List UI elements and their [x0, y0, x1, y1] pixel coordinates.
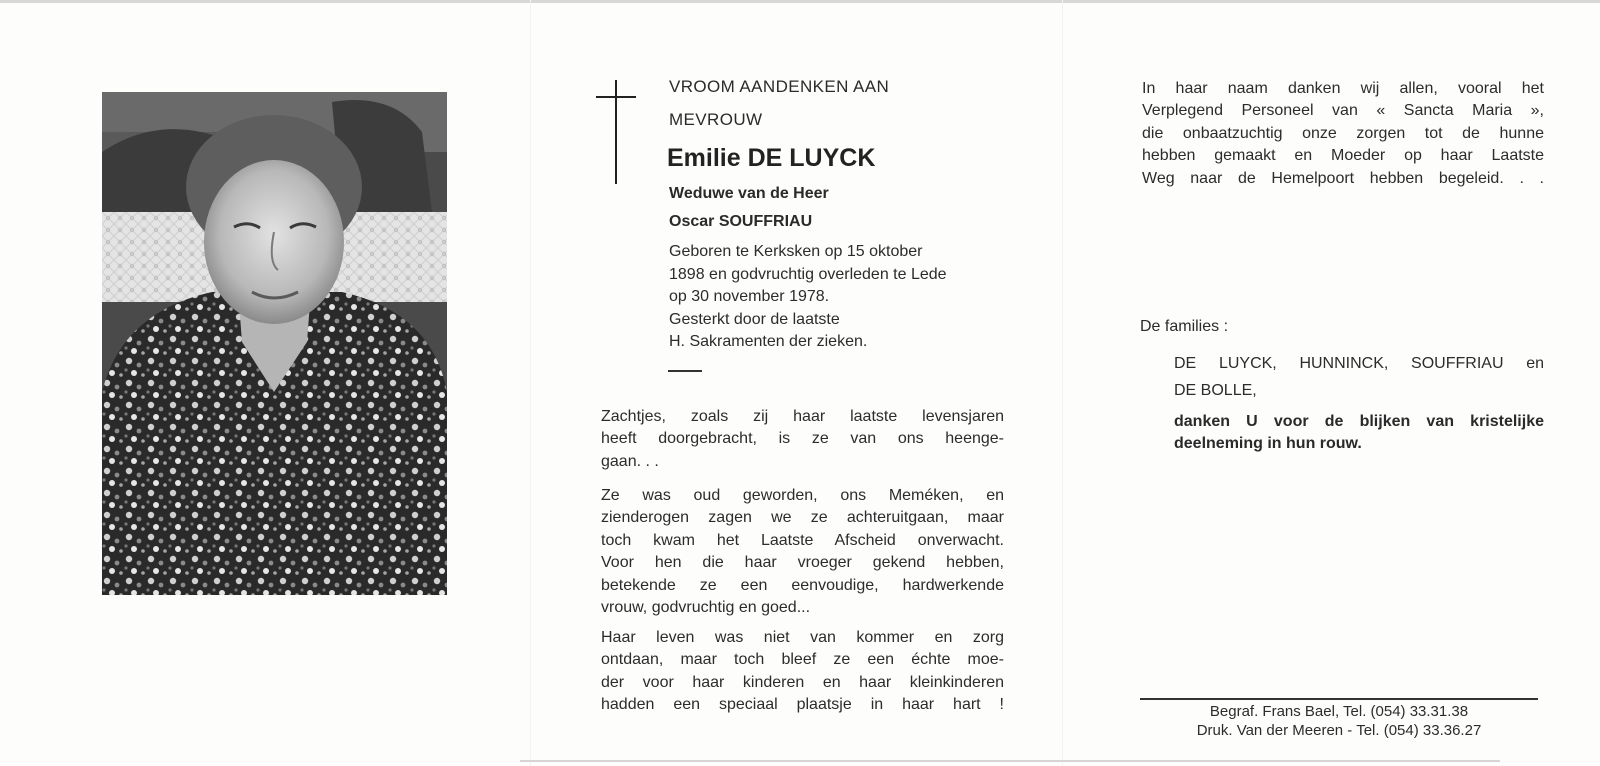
printer-credits — [1140, 702, 1538, 740]
birth-death-text — [669, 241, 1009, 354]
paragraph-line: heeft doorgebracht, is ze van ons heenge- — [601, 430, 1004, 448]
bottom-edge — [520, 760, 1500, 762]
closing-line: deelneming in hun rouw. — [1174, 435, 1362, 453]
separator-dash — [668, 370, 702, 372]
birth-death-line: H. Sakramenten der zieken. — [669, 333, 868, 350]
closing-thanks — [1174, 411, 1544, 456]
paragraph-1 — [601, 406, 1004, 473]
thanks-line: In haar naam danken wij allen, vooral het — [1142, 80, 1544, 97]
top-edge — [0, 0, 1600, 3]
paragraph-line: der voor haar kinderen en haar kleinkinderen — [601, 673, 1004, 691]
closing-line: danken U voor de blijken van kristelijke — [1174, 413, 1544, 430]
paragraph-3 — [601, 627, 1004, 717]
paragraph-line: Haar leven was niet van kommer en zorg — [601, 629, 1004, 646]
thanks-line: Verplegend Personeel van « Sancta Maria », — [1142, 102, 1544, 120]
cross-icon — [596, 80, 636, 184]
printer-line: Druk. Van der Meeren - Tel. (054) 33.36.27 — [1196, 722, 1482, 739]
fold-line-right — [1062, 0, 1063, 766]
paragraph-line: Zachtjes, zoals zij haar laatste levensjaren — [601, 408, 1004, 425]
header-line-1: VROOM AANDENKEN AAN — [669, 77, 890, 96]
header-line-2: MEVROUW — [669, 110, 763, 129]
thanks-line: hebben gemaakt en Moeder op haar Laatste — [1142, 147, 1544, 165]
birth-death-line: Geboren te Kerksken op 15 oktober — [669, 243, 923, 260]
paragraph-line: zienderogen zagen we ze achteruitgaan, maar — [601, 509, 1004, 527]
paragraph-line: gaan. . . — [601, 452, 659, 470]
paragraph-line: Voor hen die haar vroeger gekend hebben, — [601, 554, 1004, 572]
portrait-illustration — [102, 92, 447, 595]
undertaker-line: Begraf. Frans Bael, Tel. (054) 33.31.38 — [1209, 703, 1469, 720]
birth-death-line: 1898 en godvruchtig overleden te Lede — [669, 265, 947, 283]
portrait-photo — [102, 92, 447, 595]
birth-death-line: op 30 november 1978. — [669, 288, 830, 305]
family-names-line: DE BOLLE, — [1174, 382, 1257, 399]
paragraph-line: vrouw, godvruchtig en goed... — [601, 598, 811, 616]
thanks-line: die onbaatzuchtig onze zorgen tot de hunne — [1142, 124, 1544, 142]
birth-death-line: Gesterkt door de laatste — [669, 310, 840, 328]
family-names — [1174, 350, 1544, 404]
widow-line: Weduwe van de Heer — [669, 185, 829, 202]
family-names-line: DE LUYCK, HUNNINCK, SOUFFRIAU en — [1174, 355, 1544, 372]
thanks-line: Weg naar de Hemelpoort hebben begeleid. . . — [1142, 169, 1544, 187]
families-label: De families : — [1140, 318, 1229, 335]
deceased-name: Emilie DE LUYCK — [667, 144, 876, 172]
thanks-paragraph — [1142, 78, 1544, 190]
paragraph-2 — [601, 485, 1004, 619]
printer-rule — [1140, 698, 1538, 700]
paragraph-line: toch kwam het Laatste Afscheid onverwacht. — [601, 531, 1004, 549]
husband-name: Oscar SOUFFRIAU — [669, 213, 813, 230]
paragraph-line: Ze was oud geworden, ons Meméken, en — [601, 487, 1004, 504]
paragraph-line: hadden een speciaal plaatsje in haar hart ! — [601, 696, 1004, 714]
paragraph-line: betekende ze een eenvoudige, hardwerkende — [601, 576, 1004, 594]
fold-line-left — [530, 0, 531, 766]
paragraph-line: ontdaan, maar toch bleef ze een échte moe- — [601, 651, 1004, 669]
